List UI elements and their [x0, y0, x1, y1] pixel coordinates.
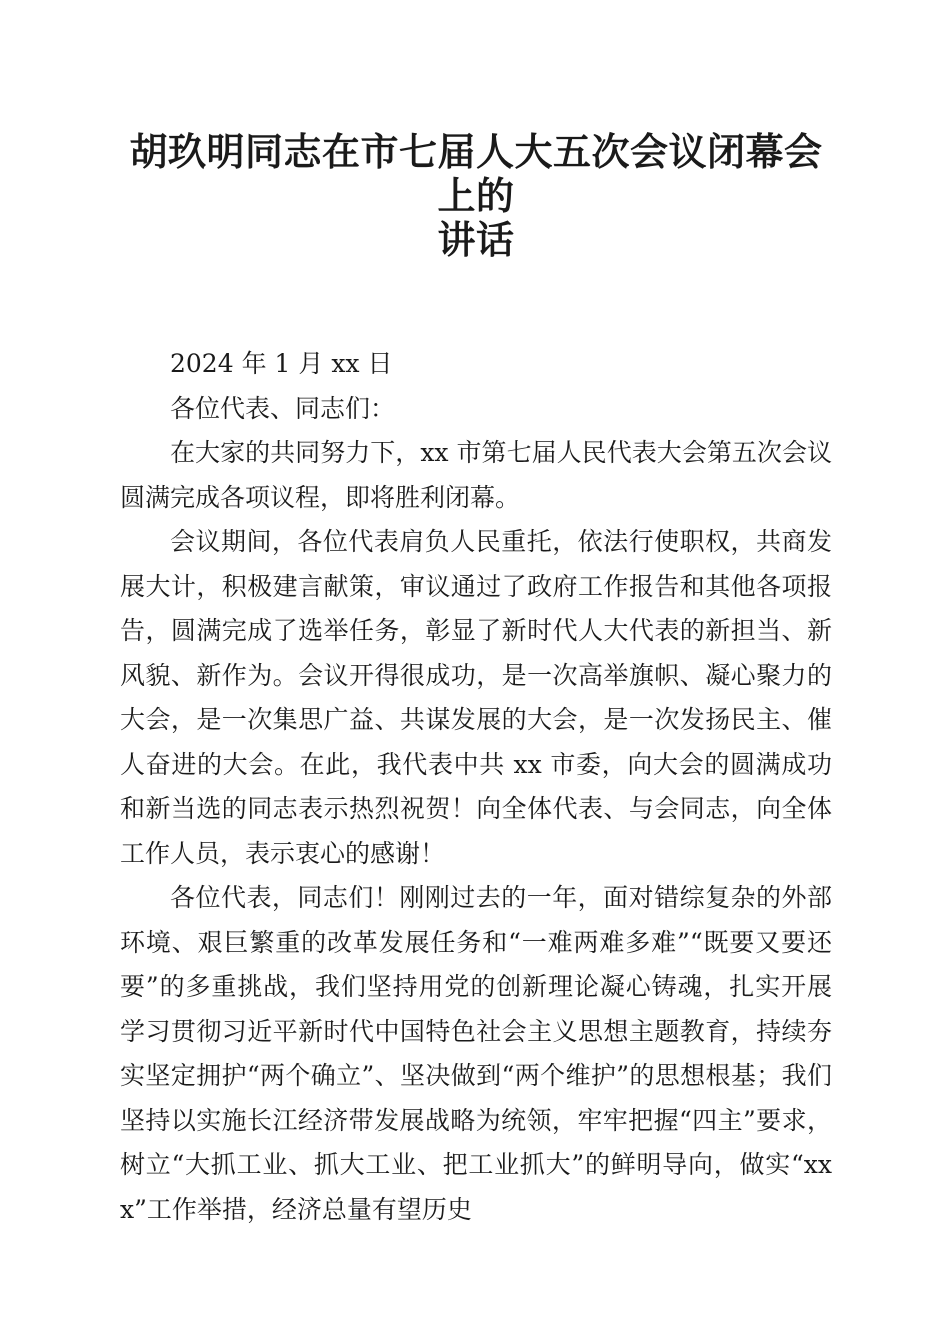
document-page — [120, 130, 832, 1232]
title-line-1: 胡玖明同志在市七届人大五次会议闭幕会上的 — [129, 129, 823, 218]
paragraph: 在大家的共同努力下，xx 市第七届人民代表大会第五次会议圆满完成各项议程，即将胜利闭幕。 — [120, 438, 832, 512]
title-line-2: 讲话 — [437, 217, 515, 262]
document-title — [120, 130, 832, 262]
document-body — [120, 342, 832, 1232]
salutation: 各位代表、同志们： — [170, 393, 396, 423]
paragraph: 各位代表，同志们！刚刚过去的一年，面对错综复杂的外部环境、艰巨繁重的改革发展任务和“一难两难多难”“既要又要还要”的多重挑战，我们坚持用党的创新理论凝心铸魂，扎实开展学习贯彻习近平新时代中国特色社会主义思想主题教育，持续夯实坚定拥护“两个确立”、坚决做到“两个维护”的思想根基；我们坚持以实施长江经济带发展战略为统领，牢牢把握“四主”要求，树立“大抓工业、抓大工业、把工业抓大”的鲜明导向，做实“xxx”工作举措，经济总量有望历史 — [120, 883, 832, 1224]
date-line: 2024 年 1 月 xx 日 — [170, 349, 393, 378]
paragraph: 会议期间，各位代表肩负人民重托，依法行使职权，共商发展大计，积极建言献策，审议通过了政府工作报告和其他各项报告，圆满完成了选举任务，彰显了新时代人大代表的新担当、新风貌、新作为。会议开得很成功，是一次高举旗帜、凝心聚力的大会，是一次集思广益、共谋发展的大会，是一次发扬民主、催人奋进的大会。在此，我代表中共 xx 市委，向大会的圆满成功和新当选的同志表示热烈祝贺！向全体代表、与会同志，向全体工作人员，表示衷心的感谢！ — [120, 527, 832, 868]
